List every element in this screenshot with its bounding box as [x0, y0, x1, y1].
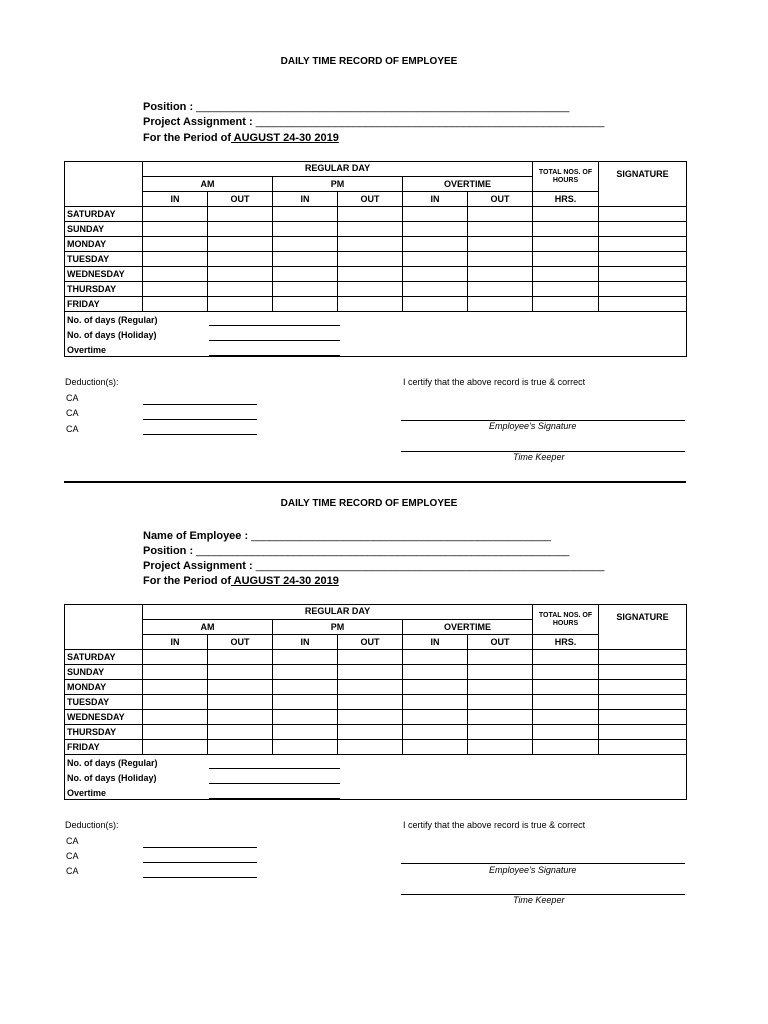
deduction-ca-label: CA [66, 424, 79, 434]
certify-text: I certify that the above record is true & correct [403, 377, 586, 387]
signature-cell[interactable] [599, 237, 687, 252]
period-field [143, 131, 339, 146]
hours-cell[interactable] [533, 282, 599, 297]
time-cell[interactable] [208, 680, 273, 695]
am-out-header: OUT [208, 192, 273, 207]
employee-signature-label: Employee’s Signature [489, 865, 577, 875]
time-cell[interactable] [468, 665, 533, 680]
time-cell[interactable] [338, 650, 403, 665]
time-record-table [64, 604, 687, 800]
signature-header: SIGNATURE [599, 162, 687, 207]
day-label: SUNDAY [65, 665, 143, 680]
period-field [143, 574, 339, 589]
summary-cell [65, 755, 687, 800]
time-cell[interactable] [403, 297, 468, 312]
time-cell[interactable] [143, 267, 208, 282]
overtime-line[interactable] [209, 355, 340, 356]
time-cell[interactable] [403, 237, 468, 252]
form-title: DAILY TIME RECORD OF EMPLOYEE [280, 498, 458, 509]
pm-out-header: OUT [338, 635, 403, 650]
time-cell[interactable] [468, 680, 533, 695]
hours-cell[interactable] [533, 207, 599, 222]
days-holiday-label: No. of days (Holiday) [67, 330, 157, 340]
time-cell[interactable] [403, 267, 468, 282]
signature-cell[interactable] [599, 710, 687, 725]
table-row [65, 725, 687, 740]
hours-cell[interactable] [533, 297, 599, 312]
time-cell[interactable] [468, 297, 533, 312]
time-cell[interactable] [468, 207, 533, 222]
table-row [65, 695, 687, 710]
hours-cell[interactable] [533, 695, 599, 710]
day-label: SATURDAY [65, 650, 143, 665]
project-assignment-blank[interactable]: _________________________________________________________ [255, 560, 605, 572]
pm-header: PM [273, 177, 403, 192]
time-cell[interactable] [273, 740, 338, 755]
employee-signature-line[interactable] [401, 863, 685, 864]
am-in-header: IN [143, 192, 208, 207]
time-record-table [64, 161, 687, 357]
time-cell[interactable] [208, 665, 273, 680]
time-cell[interactable] [403, 650, 468, 665]
days-regular-line[interactable] [209, 768, 340, 769]
days-regular-label: No. of days (Regular) [67, 758, 158, 768]
form-separator [64, 481, 686, 483]
time-cell[interactable] [338, 252, 403, 267]
overtime-line[interactable] [209, 798, 340, 799]
time-cell[interactable] [273, 665, 338, 680]
time-cell[interactable] [143, 710, 208, 725]
time-cell[interactable] [468, 650, 533, 665]
position-blank[interactable]: _____________________________________________________________ [196, 101, 570, 113]
hours-cell[interactable] [533, 222, 599, 237]
form-title: DAILY TIME RECORD OF EMPLOYEE [280, 56, 458, 67]
day-label: SUNDAY [65, 222, 143, 237]
day-label: THURSDAY [65, 725, 143, 740]
table-row [65, 207, 687, 222]
pm-out-header: OUT [338, 192, 403, 207]
regular-day-header: REGULAR DAY [143, 162, 533, 177]
table-row [65, 740, 687, 755]
deduction-ca-label: CA [66, 851, 79, 861]
table-row [65, 252, 687, 267]
time-cell[interactable] [273, 725, 338, 740]
deduction-ca-label: CA [66, 393, 79, 403]
time-cell[interactable] [208, 267, 273, 282]
position-label: Position : [143, 545, 194, 557]
hours-cell[interactable] [533, 252, 599, 267]
table-row [65, 237, 687, 252]
time-cell[interactable] [338, 725, 403, 740]
day-label: WEDNESDAY [65, 267, 143, 282]
time-cell[interactable] [338, 695, 403, 710]
overtime-summary-label: Overtime [67, 345, 107, 355]
time-cell[interactable] [273, 252, 338, 267]
deduction-ca-line[interactable] [143, 862, 257, 863]
signature-cell[interactable] [599, 695, 687, 710]
time-cell[interactable] [143, 725, 208, 740]
ot-out-header: OUT [468, 192, 533, 207]
signature-cell[interactable] [599, 297, 687, 312]
time-cell[interactable] [273, 680, 338, 695]
project-assignment-label: Project Assignment : [143, 560, 253, 572]
days-regular-line[interactable] [209, 325, 340, 326]
am-header: AM [143, 620, 273, 635]
time-cell[interactable] [273, 222, 338, 237]
signature-cell[interactable] [599, 740, 687, 755]
time-cell[interactable] [143, 282, 208, 297]
days-holiday-line[interactable] [209, 783, 340, 784]
time-cell[interactable] [143, 695, 208, 710]
hrs-header: HRS. [533, 635, 599, 650]
signature-header: SIGNATURE [599, 605, 687, 650]
time-cell[interactable] [338, 740, 403, 755]
employee-name-blank[interactable]: _________________________________________________ [251, 530, 551, 542]
table-row [65, 650, 687, 665]
day-label: SATURDAY [65, 207, 143, 222]
time-cell[interactable] [338, 207, 403, 222]
employee-name-field [143, 529, 551, 544]
time-cell[interactable] [208, 650, 273, 665]
overtime-header: OVERTIME [403, 620, 533, 635]
time-cell[interactable] [338, 665, 403, 680]
table-row [65, 710, 687, 725]
time-cell[interactable] [143, 252, 208, 267]
time-cell[interactable] [208, 710, 273, 725]
blank-corner-cell [65, 162, 143, 207]
time-cell[interactable] [338, 297, 403, 312]
time-cell[interactable] [403, 207, 468, 222]
time-cell[interactable] [273, 695, 338, 710]
position-blank[interactable]: _____________________________________________________________ [196, 545, 570, 557]
hours-cell[interactable] [533, 665, 599, 680]
signature-cell[interactable] [599, 650, 687, 665]
hours-cell[interactable] [533, 740, 599, 755]
time-cell[interactable] [273, 282, 338, 297]
hours-cell[interactable] [533, 267, 599, 282]
am-out-header: OUT [208, 635, 273, 650]
signature-cell[interactable] [599, 222, 687, 237]
hours-cell[interactable] [533, 650, 599, 665]
blank-corner-cell [65, 605, 143, 650]
time-cell[interactable] [403, 680, 468, 695]
time-cell[interactable] [468, 282, 533, 297]
table-row [65, 665, 687, 680]
deductions-label: Deduction(s): [65, 377, 119, 387]
ot-out-header: OUT [468, 635, 533, 650]
pm-in-header: IN [273, 635, 338, 650]
regular-day-header: REGULAR DAY [143, 605, 533, 620]
deduction-ca-line[interactable] [143, 434, 257, 435]
time-cell[interactable] [338, 237, 403, 252]
signature-cell[interactable] [599, 725, 687, 740]
time-cell[interactable] [468, 267, 533, 282]
position-field [143, 544, 569, 559]
time-cell[interactable] [468, 740, 533, 755]
period-value: AUGUST 24-30 2019 [231, 575, 339, 587]
time-cell[interactable] [143, 297, 208, 312]
days-regular-label: No. of days (Regular) [67, 315, 158, 325]
signature-cell[interactable] [599, 282, 687, 297]
day-label: FRIDAY [65, 297, 143, 312]
signature-cell[interactable] [599, 207, 687, 222]
signature-cell[interactable] [599, 267, 687, 282]
time-cell[interactable] [273, 710, 338, 725]
time-cell[interactable] [468, 252, 533, 267]
time-cell[interactable] [208, 282, 273, 297]
certify-text: I certify that the above record is true & correct [403, 820, 586, 830]
hours-cell[interactable] [533, 680, 599, 695]
time-cell[interactable] [403, 725, 468, 740]
days-holiday-line[interactable] [209, 340, 340, 341]
deduction-ca-label: CA [66, 836, 79, 846]
time-cell[interactable] [143, 665, 208, 680]
time-cell[interactable] [468, 222, 533, 237]
time-cell[interactable] [403, 665, 468, 680]
pm-in-header: IN [273, 192, 338, 207]
deduction-ca-line[interactable] [143, 877, 257, 878]
time-cell[interactable] [208, 222, 273, 237]
time-cell[interactable] [143, 740, 208, 755]
time-keeper-label: Time Keeper [513, 895, 565, 905]
table-row [65, 267, 687, 282]
overtime-summary-label: Overtime [67, 788, 107, 798]
position-label: Position : [143, 101, 194, 113]
ot-in-header: IN [403, 635, 468, 650]
deduction-ca-line[interactable] [143, 419, 257, 420]
time-cell[interactable] [208, 297, 273, 312]
signature-cell[interactable] [599, 680, 687, 695]
time-cell[interactable] [403, 740, 468, 755]
day-label: MONDAY [65, 237, 143, 252]
time-cell[interactable] [143, 207, 208, 222]
signature-cell[interactable] [599, 252, 687, 267]
table-row [65, 297, 687, 312]
project-assignment-field [143, 559, 604, 574]
total-hours-header: TOTAL NOS. OF HOURS [533, 605, 599, 635]
time-cell[interactable] [143, 650, 208, 665]
time-cell[interactable] [468, 237, 533, 252]
am-in-header: IN [143, 635, 208, 650]
table-row [65, 222, 687, 237]
time-cell[interactable] [338, 710, 403, 725]
time-cell[interactable] [208, 695, 273, 710]
time-cell[interactable] [208, 207, 273, 222]
signature-cell[interactable] [599, 665, 687, 680]
project-assignment-field [143, 115, 604, 130]
deduction-ca-label: CA [66, 866, 79, 876]
day-label: TUESDAY [65, 252, 143, 267]
hours-cell[interactable] [533, 725, 599, 740]
position-field [143, 100, 569, 115]
project-assignment-blank[interactable]: _________________________________________________________ [255, 116, 605, 128]
pm-header: PM [273, 620, 403, 635]
time-cell[interactable] [143, 222, 208, 237]
deduction-ca-line[interactable] [143, 404, 257, 405]
time-cell[interactable] [143, 237, 208, 252]
time-cell[interactable] [273, 207, 338, 222]
time-cell[interactable] [468, 710, 533, 725]
time-cell[interactable] [403, 282, 468, 297]
hours-cell[interactable] [533, 710, 599, 725]
table-row [65, 282, 687, 297]
day-label: TUESDAY [65, 695, 143, 710]
time-cell[interactable] [468, 695, 533, 710]
am-header: AM [143, 177, 273, 192]
employee-signature-label: Employee’s Signature [489, 421, 577, 431]
time-cell[interactable] [338, 282, 403, 297]
time-cell[interactable] [403, 710, 468, 725]
deduction-ca-line[interactable] [143, 847, 257, 848]
period-label: For the Period of [143, 575, 231, 587]
hours-cell[interactable] [533, 237, 599, 252]
time-cell[interactable] [468, 725, 533, 740]
time-cell[interactable] [143, 680, 208, 695]
total-hours-header: TOTAL NOS. OF HOURS [533, 162, 599, 192]
time-cell[interactable] [208, 740, 273, 755]
time-cell[interactable] [338, 680, 403, 695]
time-cell[interactable] [208, 725, 273, 740]
time-cell[interactable] [338, 267, 403, 282]
employee-name-label: Name of Employee : [143, 530, 249, 542]
day-label: FRIDAY [65, 740, 143, 755]
day-label: THURSDAY [65, 282, 143, 297]
deduction-ca-label: CA [66, 408, 79, 418]
time-cell[interactable] [273, 237, 338, 252]
hrs-header: HRS. [533, 192, 599, 207]
time-cell[interactable] [403, 252, 468, 267]
deductions-label: Deduction(s): [65, 820, 119, 830]
time-cell[interactable] [273, 267, 338, 282]
period-label: For the Period of [143, 132, 231, 144]
summary-cell [65, 312, 687, 357]
ot-in-header: IN [403, 192, 468, 207]
overtime-header: OVERTIME [403, 177, 533, 192]
day-label: WEDNESDAY [65, 710, 143, 725]
days-holiday-label: No. of days (Holiday) [67, 773, 157, 783]
time-cell[interactable] [208, 252, 273, 267]
day-label: MONDAY [65, 680, 143, 695]
time-cell[interactable] [403, 695, 468, 710]
time-cell[interactable] [403, 222, 468, 237]
project-assignment-label: Project Assignment : [143, 116, 253, 128]
time-cell[interactable] [273, 297, 338, 312]
table-row [65, 680, 687, 695]
period-value: AUGUST 24-30 2019 [231, 132, 339, 144]
time-cell[interactable] [338, 222, 403, 237]
time-cell[interactable] [208, 237, 273, 252]
time-cell[interactable] [273, 650, 338, 665]
time-keeper-label: Time Keeper [513, 452, 565, 462]
